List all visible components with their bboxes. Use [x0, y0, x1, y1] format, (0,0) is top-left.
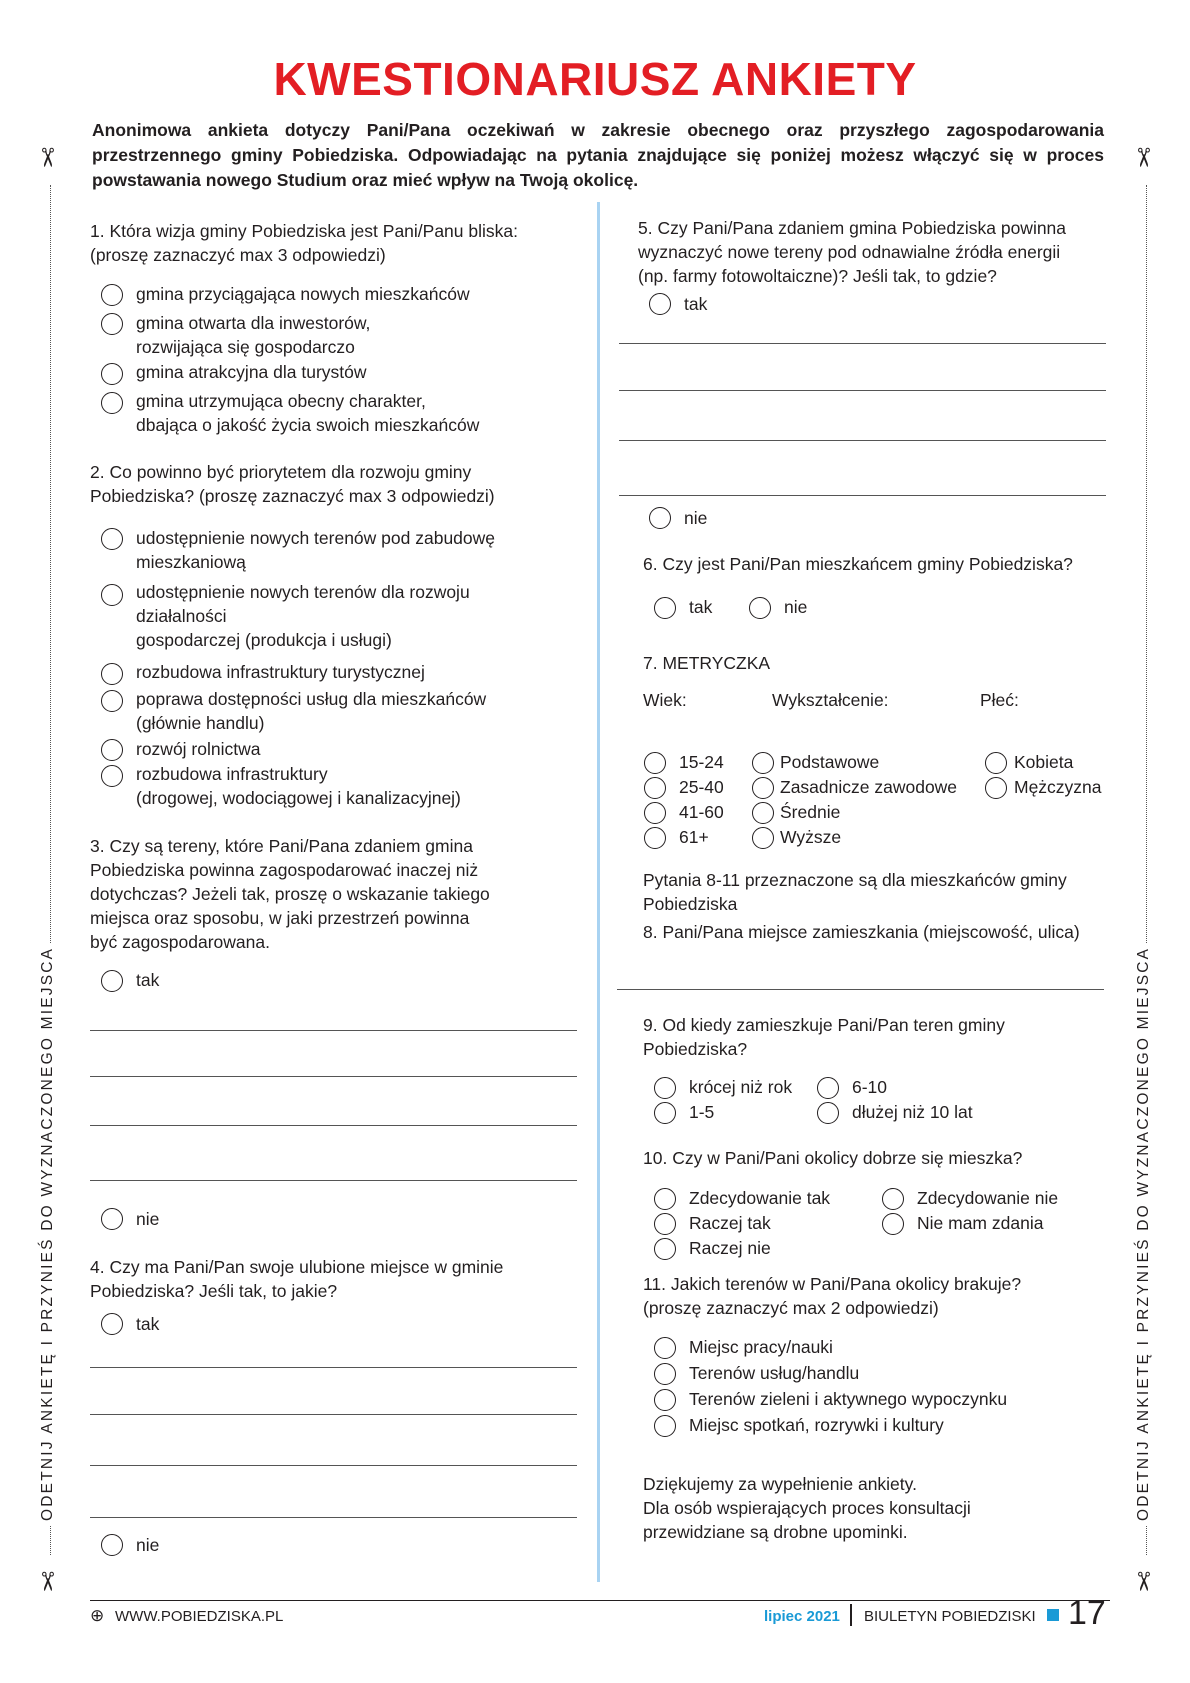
- q1-option-2-radio[interactable]: [101, 313, 123, 335]
- page-number: 17: [1068, 1594, 1106, 1632]
- q1-option-1-label: gmina przyciągająca nowych mieszkańców: [136, 284, 470, 304]
- q2-option-5-label: rozwój rolnictwa: [136, 739, 261, 759]
- q10-option-1-label: Zdecydowanie tak: [689, 1188, 831, 1208]
- footer-separator: [850, 1604, 852, 1626]
- q10-option-4-radio[interactable]: [882, 1213, 904, 1235]
- q3-text-2: Pobiedziska powinna zagospodarować inaczej niż: [90, 860, 479, 880]
- q10-text: 10. Czy w Pani/Pani okolicy dobrze się mieszka?: [643, 1148, 1023, 1168]
- q11-hint: (proszę zaznaczyć max 2 odpowiedzi): [643, 1298, 939, 1318]
- q5-answer-line[interactable]: [619, 343, 1106, 344]
- q7-age-2-label: 25-40: [679, 777, 724, 797]
- q5-text-2: wyznaczyć nowe tereny pod odnawialne źródła energii: [638, 242, 1061, 262]
- footer-publication: BIULETYN POBIEDZISKI: [864, 1608, 1036, 1625]
- residents-note-2: Pobiedziska: [643, 894, 738, 914]
- q11-option-1-radio[interactable]: [654, 1337, 676, 1359]
- q3-answer-line[interactable]: [90, 1076, 577, 1077]
- footer-accent-square: [1047, 1609, 1059, 1621]
- q9-option-4-radio[interactable]: [817, 1102, 839, 1124]
- q1-hint: (proszę zaznaczyć max 3 odpowiedzi): [90, 245, 386, 265]
- q7-edu-1-radio[interactable]: [752, 752, 774, 774]
- scissors-icon: ✂: [32, 1570, 63, 1593]
- q4-text: 4. Czy ma Pani/Pan swoje ulubione miejsce w gminie: [90, 1257, 504, 1277]
- q3-text-4: miejsca oraz sposobu, w jaki przestrzeń powinna: [90, 908, 470, 928]
- q4-yes-label: tak: [136, 1314, 160, 1334]
- q7-edu-4-label: Wyższe: [780, 827, 842, 847]
- q7-age-1-label: 15-24: [679, 752, 724, 772]
- q11-option-3-radio[interactable]: [654, 1389, 676, 1411]
- q11-option-2-label: Terenów usług/handlu: [689, 1363, 860, 1383]
- q6-no-label: nie: [784, 597, 808, 617]
- cut-instruction-right: ODETNIJ ANKIETĘ I PRZYNIEŚ DO WYZNACZONEGO MIEJSCA: [1135, 943, 1153, 1525]
- q9-option-2-label: 6-10: [852, 1077, 888, 1097]
- q1-text: 1. Która wizja gminy Pobiedziska jest Pani/Panu bliska:: [90, 221, 518, 241]
- q11-option-4-label: Miejsc spotkań, rozrywki i kultury: [689, 1415, 944, 1435]
- q2-option-2-label-cont: działalności: [136, 606, 227, 626]
- scissors-icon: ✂: [1128, 1570, 1159, 1593]
- page-title: KWESTIONARIUSZ ANKIETY: [273, 53, 917, 105]
- q7-edu-2-radio[interactable]: [752, 777, 774, 799]
- cut-instruction-left: ODETNIJ ANKIETĘ I PRZYNIEŚ DO WYZNACZONEGO MIEJSCA: [39, 943, 57, 1525]
- thanks-text: Dziękujemy za wypełnienie ankiety.: [643, 1474, 917, 1494]
- q1-option-1-radio[interactable]: [101, 284, 123, 306]
- q9-text: 9. Od kiedy zamieszkuje Pani/Pan teren gminy: [643, 1015, 1005, 1035]
- q11-option-3-label: Terenów zieleni i aktywnego wypoczynku: [689, 1389, 1008, 1409]
- q5-answer-line[interactable]: [619, 390, 1106, 391]
- q7-sex-2-radio[interactable]: [985, 777, 1007, 799]
- q1-option-4-label-cont: dbająca o jakość życia swoich mieszkańców: [136, 415, 480, 435]
- q3-yes-label: tak: [136, 970, 160, 990]
- q10-option-5-label: Raczej nie: [689, 1238, 771, 1258]
- q7-edu-3-label: Średnie: [780, 802, 841, 822]
- q5-yes-label: tak: [684, 294, 708, 314]
- q4-no-label: nie: [136, 1535, 160, 1555]
- q2-option-6-label-cont: (drogowej, wodociągowej i kanalizacyjnej): [136, 788, 461, 808]
- q2-hint: Pobiedziska? (proszę zaznaczyć max 3 odpowiedzi): [90, 486, 495, 506]
- q2-option-6-label: rozbudowa infrastruktury: [136, 764, 328, 784]
- q7-age-3-radio[interactable]: [644, 802, 666, 824]
- q8-text: 8. Pani/Pana miejsce zamieszkania (miejscowość, ulica): [643, 922, 1080, 942]
- q2-option-2-radio[interactable]: [101, 584, 123, 606]
- footer-rule: [90, 1600, 1110, 1601]
- q3-text-5: być zagospodarowana.: [90, 932, 270, 952]
- q6-yes-radio[interactable]: [654, 597, 676, 619]
- q4-answer-line[interactable]: [90, 1414, 577, 1415]
- q3-answer-line[interactable]: [90, 1125, 577, 1126]
- q10-option-2-radio[interactable]: [882, 1188, 904, 1210]
- q2-option-3-label: rozbudowa infrastruktury turystycznej: [136, 662, 425, 682]
- q10-option-1-radio[interactable]: [654, 1188, 676, 1210]
- q7-sex-label: Płeć:: [980, 690, 1019, 710]
- q7-age-2-radio[interactable]: [644, 777, 666, 799]
- q7-edu-3-radio[interactable]: [752, 802, 774, 824]
- q3-text: 3. Czy są tereny, które Pani/Pana zdaniem gmina: [90, 836, 473, 856]
- q7-title: 7. METRYCZKA: [643, 653, 771, 673]
- q2-option-1-label-cont: mieszkaniową: [136, 552, 246, 572]
- q9-option-3-label: 1-5: [689, 1102, 715, 1122]
- q2-text: 2. Co powinno być priorytetem dla rozwoju gminy: [90, 462, 472, 482]
- q5-no-label: nie: [684, 508, 708, 528]
- q7-sex-1-radio[interactable]: [985, 752, 1007, 774]
- q1-option-4-label: gmina utrzymująca obecny charakter,: [136, 391, 426, 411]
- q10-option-2-label: Zdecydowanie nie: [917, 1188, 1059, 1208]
- q5-text: 5. Czy Pani/Pana zdaniem gmina Pobiedziska powinna: [638, 218, 1067, 238]
- residents-note: Pytania 8-11 przeznaczone są dla mieszkańców gminy: [643, 870, 1067, 890]
- q10-option-4-label: Nie mam zdania: [917, 1213, 1044, 1233]
- q4-text-2: Pobiedziska? Jeśli tak, to jakie?: [90, 1281, 338, 1301]
- q4-answer-line[interactable]: [90, 1517, 577, 1518]
- q1-option-4-radio[interactable]: [101, 392, 123, 414]
- q9-option-3-radio[interactable]: [654, 1102, 676, 1124]
- column-divider: [597, 202, 600, 1582]
- q11-option-4-radio[interactable]: [654, 1415, 676, 1437]
- q7-age-3-label: 41-60: [679, 802, 724, 822]
- q2-option-3-radio[interactable]: [101, 663, 123, 685]
- q7-education-label: Wykształcenie:: [772, 690, 889, 710]
- q3-answer-line[interactable]: [90, 1180, 577, 1181]
- q9-option-4-label: dłużej niż 10 lat: [852, 1102, 973, 1122]
- q4-no-radio[interactable]: [101, 1534, 123, 1556]
- q1-option-3-radio[interactable]: [101, 363, 123, 385]
- q7-edu-4-radio[interactable]: [752, 827, 774, 849]
- q11-option-1-label: Miejsc pracy/nauki: [689, 1337, 833, 1357]
- q6-yes-label: tak: [689, 597, 713, 617]
- q2-option-4-radio[interactable]: [101, 690, 123, 712]
- q2-option-2-label-cont2: gospodarczej (produkcja i usługi): [136, 630, 392, 650]
- q4-answer-line[interactable]: [90, 1465, 577, 1466]
- q10-option-5-radio[interactable]: [654, 1238, 676, 1260]
- intro-text: Anonimowa ankieta dotyczy Pani/Pana oczekiwań w zakresie obecnego oraz przyszłego zagospodarowania przestrzennego gminy Pobiedziska. Odpowiadając na pytania znajdujące się poniżej możesz włączyć się w proces powstawania nowego Studium oraz mieć wpływ na Twoją okolicę.: [92, 120, 1104, 190]
- q2-option-2-label: udostępnienie nowych terenów dla rozwoju: [136, 582, 470, 602]
- q7-age-4-radio[interactable]: [644, 827, 666, 849]
- q3-no-radio[interactable]: [101, 1208, 123, 1230]
- q9-option-2-radio[interactable]: [817, 1077, 839, 1099]
- q4-yes-radio[interactable]: [101, 1313, 123, 1335]
- q3-answer-line[interactable]: [90, 1030, 577, 1031]
- q3-yes-radio[interactable]: [101, 970, 123, 992]
- q7-age-1-radio[interactable]: [644, 752, 666, 774]
- q9-option-1-label: krócej niż rok: [689, 1077, 793, 1097]
- q2-option-6-radio[interactable]: [101, 765, 123, 787]
- q2-option-4-label: poprawa dostępności usług dla mieszkańców: [136, 689, 487, 709]
- q3-text-3: dotychczas? Jeżeli tak, proszę o wskazanie takiego: [90, 884, 490, 904]
- q5-answer-line[interactable]: [619, 495, 1106, 496]
- q7-edu-1-label: Podstawowe: [780, 752, 880, 772]
- scissors-icon: ✂: [32, 146, 63, 169]
- q7-sex-1-label: Kobieta: [1014, 752, 1074, 772]
- q2-option-5-radio[interactable]: [101, 739, 123, 761]
- q9-option-1-radio[interactable]: [654, 1077, 676, 1099]
- q1-option-2-label-cont: rozwijająca się gospodarczo: [136, 337, 355, 357]
- q6-text: 6. Czy jest Pani/Pan mieszkańcem gminy Pobiedziska?: [643, 554, 1073, 574]
- q7-age-4-label: 61+: [679, 827, 709, 847]
- q11-text: 11. Jakich terenów w Pani/Pana okolicy brakuje?: [643, 1274, 1022, 1294]
- thanks-text-2: Dla osób wspierających proces konsultacji: [643, 1498, 971, 1518]
- q5-yes-radio[interactable]: [649, 293, 671, 315]
- thanks-text-3: przewidziane są drobne upominki.: [643, 1522, 908, 1542]
- q2-option-1-label: udostępnienie nowych terenów pod zabudowę: [136, 528, 496, 548]
- q5-no-radio[interactable]: [649, 507, 671, 529]
- q10-option-3-label: Raczej tak: [689, 1213, 771, 1233]
- q7-sex-2-label: Mężczyzna: [1014, 777, 1102, 797]
- q10-option-3-radio[interactable]: [654, 1213, 676, 1235]
- q3-no-label: nie: [136, 1209, 160, 1229]
- q6-no-radio[interactable]: [749, 597, 771, 619]
- q7-age-label: Wiek:: [643, 690, 687, 710]
- q7-edu-2-label: Zasadnicze zawodowe: [780, 777, 958, 797]
- globe-icon: ⊕: [90, 1606, 105, 1625]
- q2-option-4-label-cont: (głównie handlu): [136, 713, 265, 733]
- q2-option-1-radio[interactable]: [101, 528, 123, 550]
- q8-answer-line[interactable]: [617, 989, 1104, 990]
- footer-website-link[interactable]: WWW.POBIEDZISKA.PL: [115, 1608, 284, 1625]
- footer-date: lipiec 2021: [764, 1608, 840, 1625]
- q1-option-3-label: gmina atrakcyjna dla turystów: [136, 362, 367, 382]
- q4-answer-line[interactable]: [90, 1367, 577, 1368]
- q9-text-2: Pobiedziska?: [643, 1039, 748, 1059]
- q11-option-2-radio[interactable]: [654, 1363, 676, 1385]
- scissors-icon: ✂: [1128, 146, 1159, 169]
- q1-option-2-label: gmina otwarta dla inwestorów,: [136, 313, 371, 333]
- q5-answer-line[interactable]: [619, 440, 1106, 441]
- q5-text-3: (np. farmy fotowoltaiczne)? Jeśli tak, to gdzie?: [638, 266, 997, 286]
